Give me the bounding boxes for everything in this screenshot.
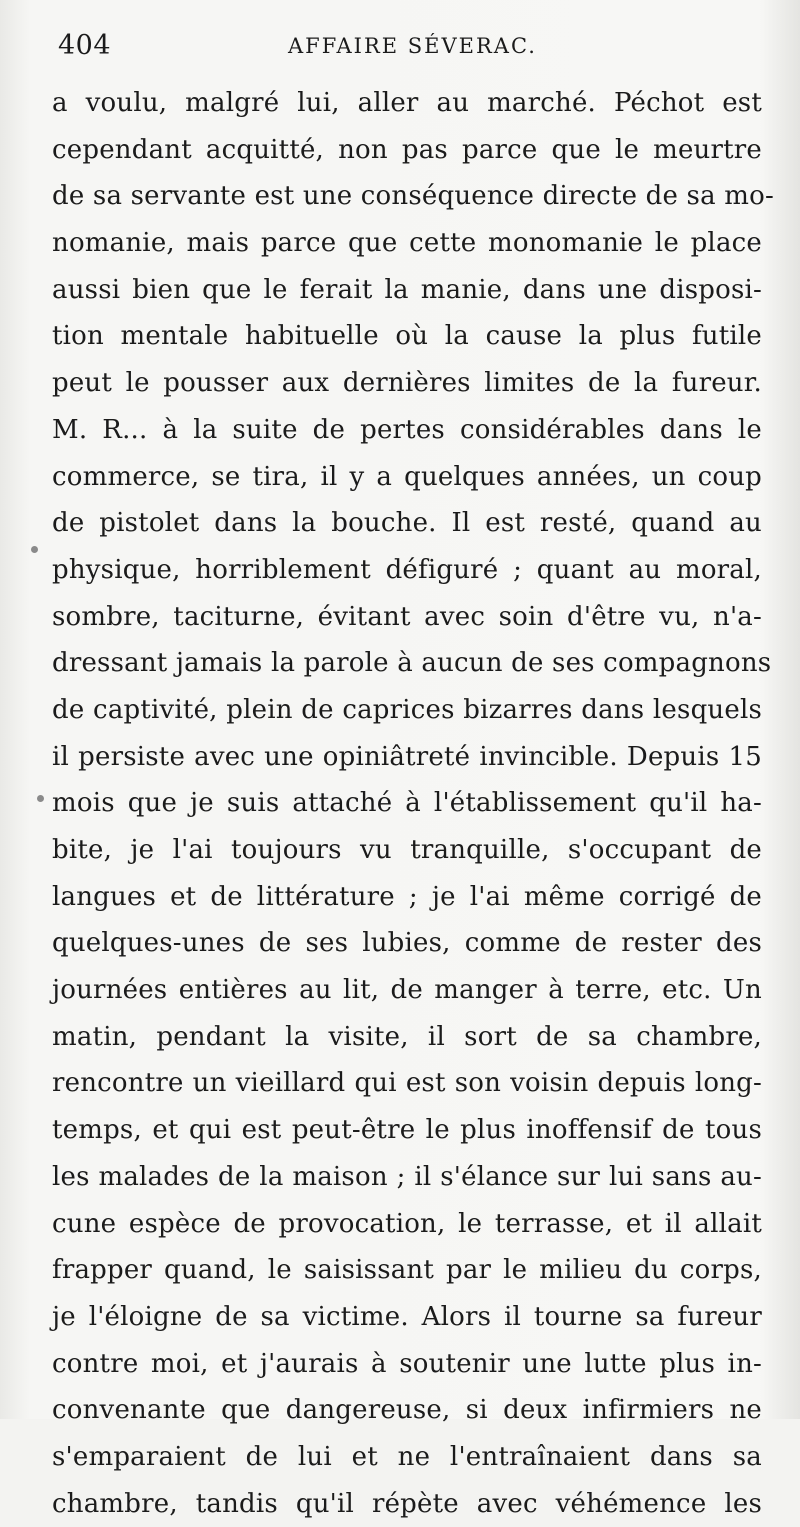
text-line: convenante que dangereuse, si deux infirmiers ne xyxy=(52,1395,762,1426)
text-line: de sa servante est une conséquence directe de sa mo- xyxy=(52,181,774,212)
text-line: dressant jamais la parole à aucun de ses compagnons xyxy=(52,648,772,679)
text-line: cune espèce de provocation, le terrasse, et il allait xyxy=(52,1208,762,1239)
text-line: nomanie, mais parce que cette monomanie le place xyxy=(52,228,762,259)
text-line: rencontre un vieillard qui est son voisin depuis long- xyxy=(52,1068,762,1099)
text-line: a voulu, malgré lui, aller au marché. Péchot est xyxy=(52,88,762,118)
page-number: 404 xyxy=(58,30,112,61)
text-line: matin, pendant la visite, il sort de sa chambre, xyxy=(52,1021,762,1052)
text-line: langues et de littérature ; je l'ai même corrigé de xyxy=(52,881,762,912)
text-line: de pistolet dans la bouche. Il est resté, quand au xyxy=(52,508,762,539)
ink-speck xyxy=(31,546,38,553)
text-line: mois que je suis attaché à l'établissement qu'il ha- xyxy=(52,788,762,819)
text-line: sombre, taciturne, évitant avec soin d'être vu, n'a- xyxy=(52,601,762,632)
text-line: commerce, se tira, il y a quelques années, un coup xyxy=(52,461,762,492)
text-line: s'emparaient de lui et ne l'entraînaient dans sa xyxy=(52,1441,762,1472)
text-line: les malades de la maison ; il s'élance sur lui sans au- xyxy=(52,1161,762,1192)
text-line: M. R... à la suite de pertes considérables dans le xyxy=(52,414,762,445)
text-line: physique, horriblement défiguré ; quant au moral, xyxy=(52,554,762,585)
text-line: aussi bien que le ferait la manie, dans une disposi- xyxy=(52,274,762,305)
text-line: il persiste avec une opiniâtreté invincible. Depuis 15 xyxy=(52,741,762,772)
text-line: temps, et qui est peut-être le plus inoffensif de tous xyxy=(52,1115,762,1146)
text-line: je l'éloigne de sa victime. Alors il tourne sa fureur xyxy=(52,1301,762,1332)
text-line: frapper quand, le saisissant par le milieu du corps, xyxy=(52,1255,762,1286)
text-line: journées entières au lit, de manger à terre, etc. Un xyxy=(52,975,762,1006)
text-line: bite, je l'ai toujours vu tranquille, s'occupant de xyxy=(52,835,762,865)
running-title: AFFAIRE SÉVERAC. xyxy=(288,34,537,58)
text-line: quelques-unes de ses lubies, comme de rester des xyxy=(52,928,762,959)
running-head xyxy=(58,30,758,66)
text-line: contre moi, et j'aurais à soutenir une lutte plus in- xyxy=(52,1348,762,1379)
text-line: peut le pousser aux dernières limites de la fureur. xyxy=(52,368,762,399)
text-line: cependant acquitté, non pas parce que le meurtre xyxy=(52,134,762,165)
text-line: tion mentale habituelle où la cause la plus futile xyxy=(52,321,762,352)
ink-speck xyxy=(37,795,44,802)
text-line: de captivité, plein de caprices bizarres dans lesquels xyxy=(52,694,762,725)
body-text xyxy=(52,80,774,1527)
text-line: chambre, tandis qu'il répète avec véhémence les xyxy=(52,1488,762,1519)
